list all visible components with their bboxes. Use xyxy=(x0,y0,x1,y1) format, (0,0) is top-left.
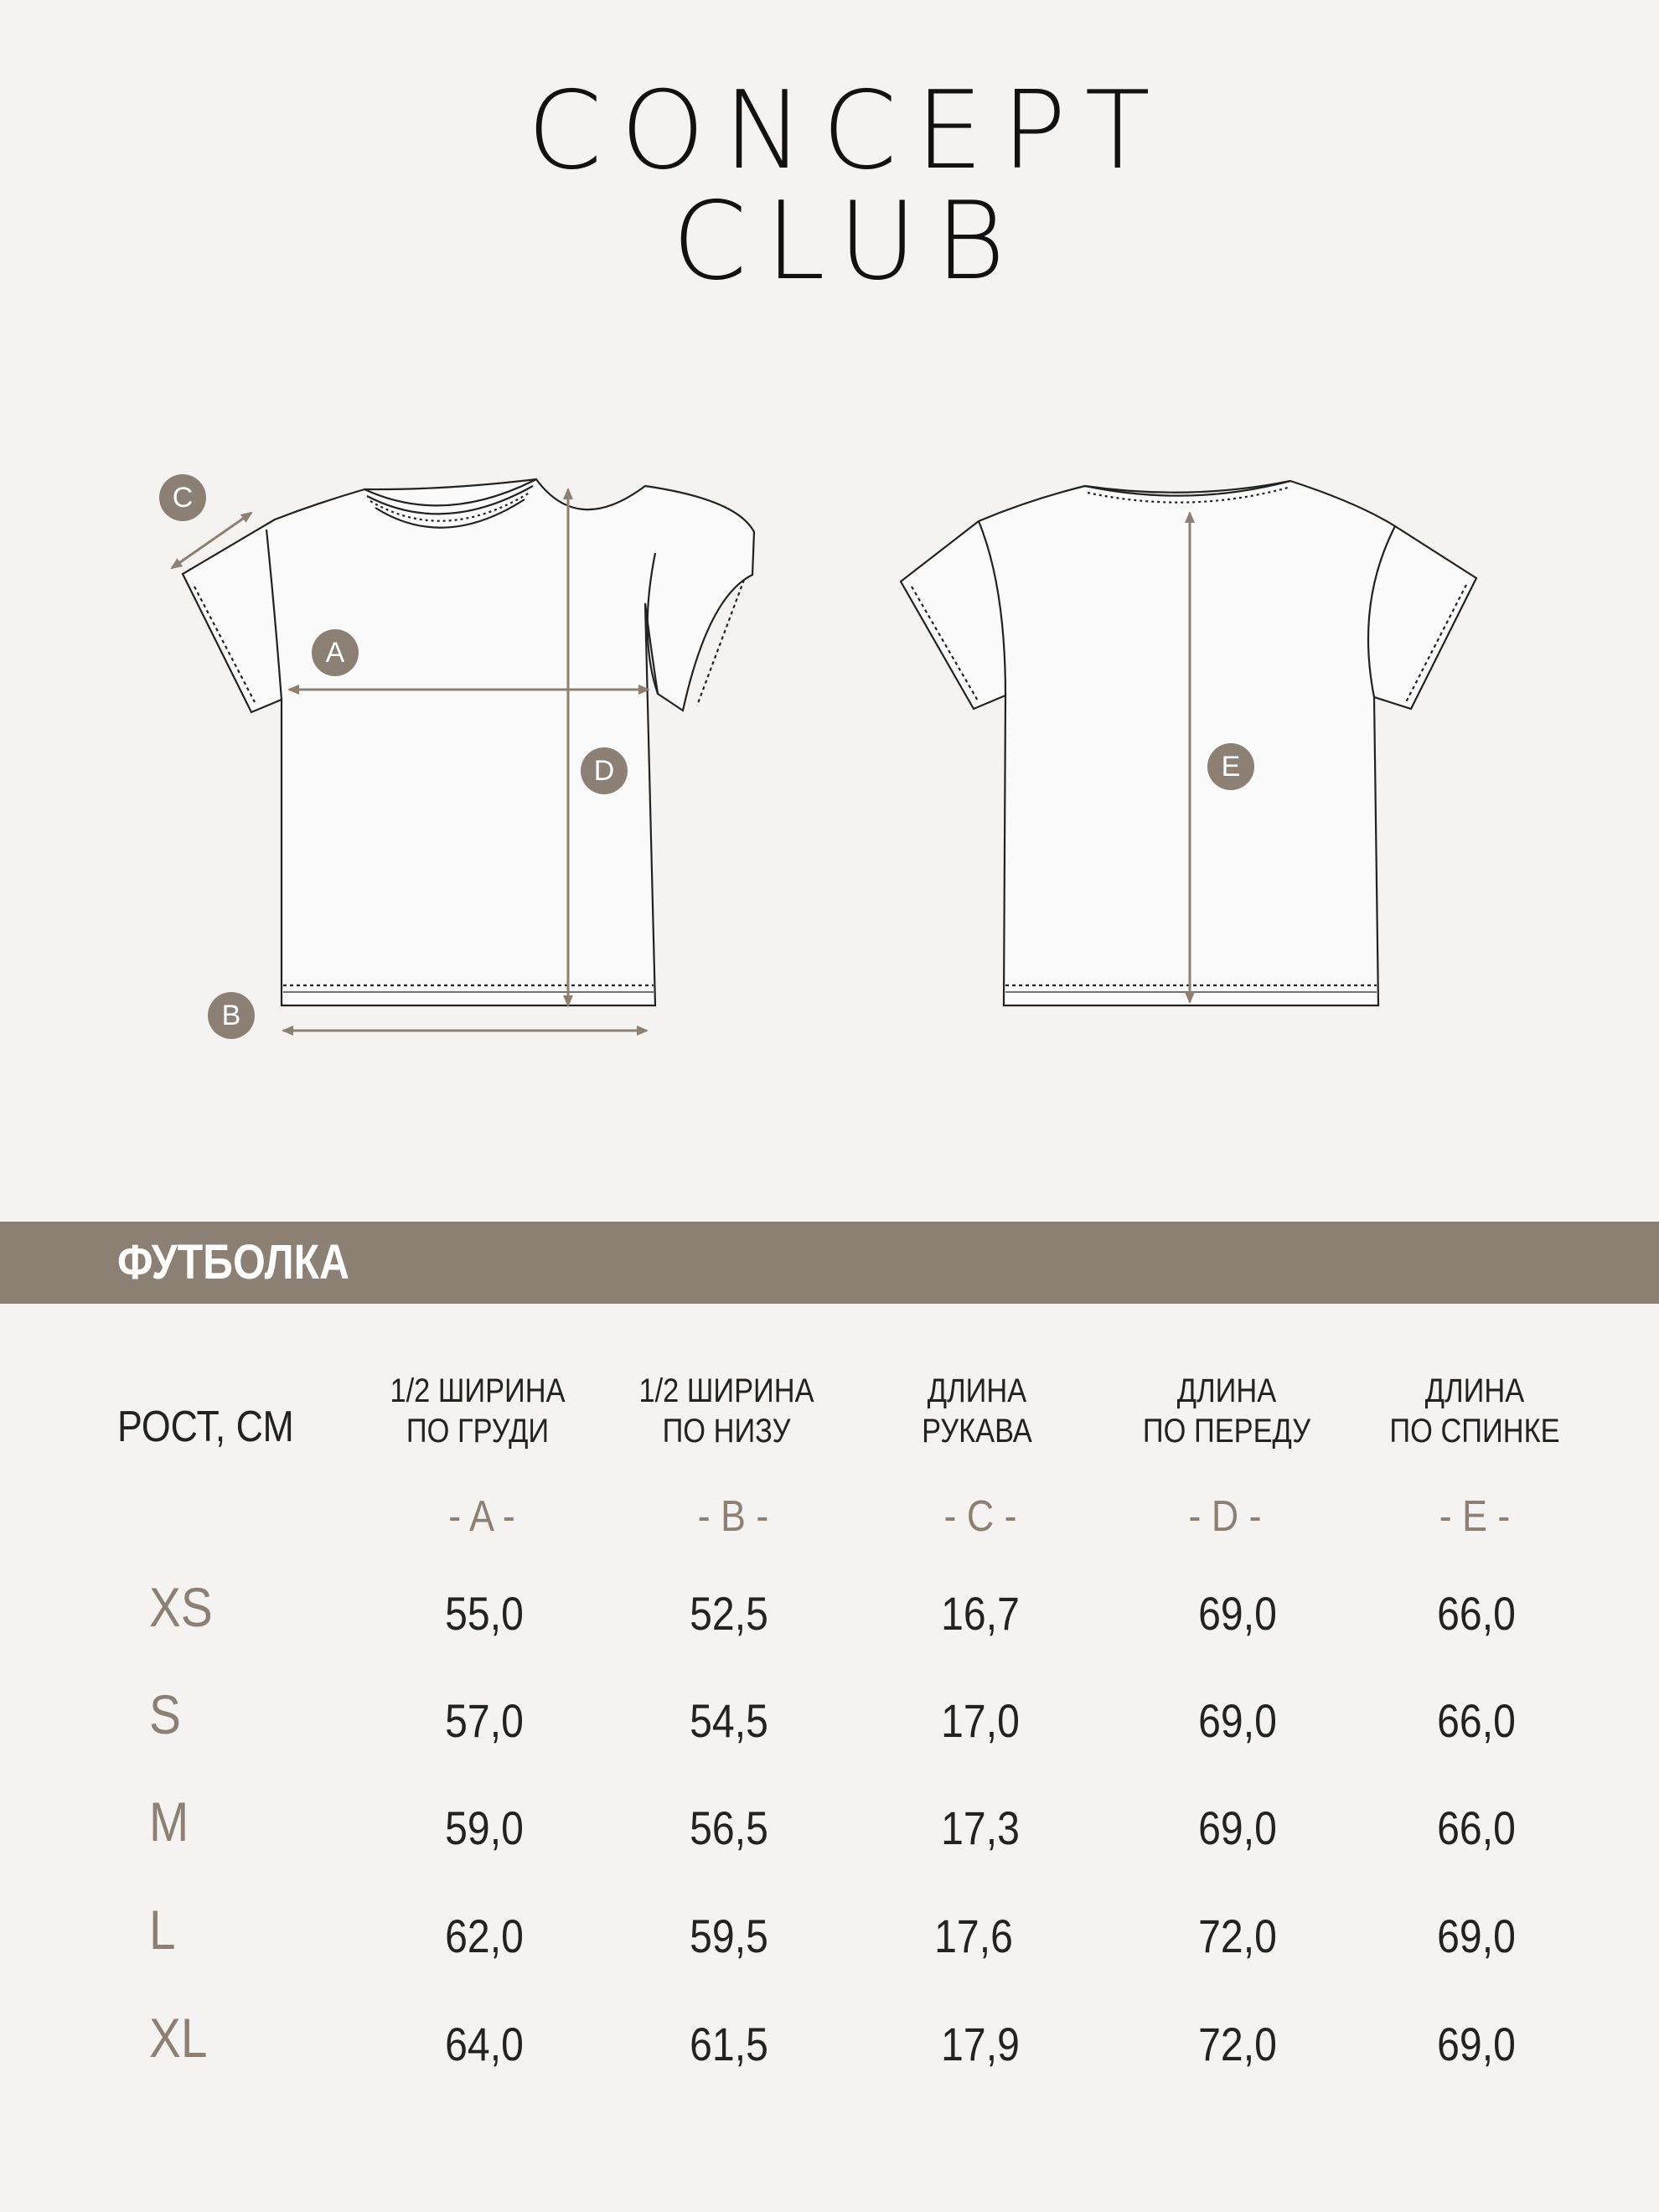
column-header-c-line1: ДЛИНА xyxy=(927,1372,1027,1409)
marker-e-badge xyxy=(1207,743,1254,790)
column-header-e-line2: ПО СПИНКЕ xyxy=(1389,1413,1560,1450)
table-cell: 69,0 xyxy=(1198,1801,1277,1854)
table-cell: 17,6 xyxy=(934,1910,1013,1962)
size-label-s: S xyxy=(149,1683,181,1745)
height-column-header: РОСТ, СМ xyxy=(117,1403,294,1451)
column-letter-a: - A - xyxy=(448,1492,515,1541)
table-cell: 66,0 xyxy=(1437,1801,1516,1854)
marker-a-badge xyxy=(312,629,359,676)
column-header-b xyxy=(633,1371,820,1451)
column-header-e xyxy=(1381,1371,1569,1451)
table-cell: 62,0 xyxy=(445,1910,524,1962)
column-header-d-line2: ПО ПЕРЕДУ xyxy=(1142,1413,1311,1450)
brand-logo-line2: CLUB xyxy=(672,179,1024,304)
column-letter-d: - D - xyxy=(1188,1492,1262,1541)
table-cell: 17,9 xyxy=(941,2018,1020,2070)
table-cell: 69,0 xyxy=(1198,1587,1277,1640)
size-label-xl: XL xyxy=(149,2007,208,2069)
table-cell: 69,0 xyxy=(1437,1910,1516,1962)
marker-c-badge xyxy=(159,474,206,521)
table-cell: 69,0 xyxy=(1198,1694,1277,1747)
table-cell: 66,0 xyxy=(1437,1694,1516,1747)
table-cell: 64,0 xyxy=(445,2018,524,2070)
banner-title: ФУТБОЛКА xyxy=(117,1235,350,1289)
column-letter-e: - E - xyxy=(1439,1492,1511,1541)
column-header-a-line2: ПО ГРУДИ xyxy=(406,1413,550,1450)
marker-b-badge xyxy=(208,992,255,1039)
table-cell: 59,5 xyxy=(690,1910,768,1962)
column-header-b-line1: 1/2 ШИРИНА xyxy=(638,1372,814,1409)
table-cell: 16,7 xyxy=(941,1587,1020,1640)
svg-text:C: C xyxy=(172,482,194,514)
table-cell: 55,0 xyxy=(445,1587,524,1640)
brand-logo-line1: CONCEPT xyxy=(527,69,1169,194)
table-cell: 66,0 xyxy=(1437,1587,1516,1640)
column-letter-c: - C - xyxy=(943,1492,1017,1541)
table-cell: 72,0 xyxy=(1198,2018,1277,2070)
section-banner xyxy=(0,1222,1659,1304)
table-cell: 59,0 xyxy=(445,1801,524,1854)
size-label-xs: XS xyxy=(149,1576,213,1638)
table-cell: 57,0 xyxy=(445,1694,524,1747)
svg-text:D: D xyxy=(593,755,615,787)
table-cell: 69,0 xyxy=(1437,2018,1516,2070)
table-cell: 72,0 xyxy=(1198,1910,1277,1962)
svg-text:B: B xyxy=(221,1000,241,1031)
size-label-m: M xyxy=(149,1791,189,1853)
svg-text:E: E xyxy=(1221,751,1241,783)
table-cell: 17,3 xyxy=(941,1801,1020,1854)
tshirt-front-drawing xyxy=(183,479,754,1005)
column-header-d xyxy=(1133,1371,1320,1451)
column-header-d-line1: ДЛИНА xyxy=(1176,1372,1277,1409)
size-label-l: L xyxy=(149,1899,176,1961)
column-header-b-line2: ПО НИЗУ xyxy=(662,1413,791,1450)
column-header-c-line2: РУКАВА xyxy=(922,1413,1032,1450)
table-cell: 61,5 xyxy=(690,2018,768,2070)
table-cell: 17,0 xyxy=(941,1694,1020,1747)
column-header-e-line1: ДЛИНА xyxy=(1424,1372,1525,1409)
column-header-c xyxy=(883,1371,1071,1451)
column-letter-b: - B - xyxy=(697,1492,769,1541)
column-header-a-line1: 1/2 ШИРИНА xyxy=(390,1372,566,1409)
column-header-a xyxy=(384,1371,571,1451)
table-cell: 54,5 xyxy=(690,1694,768,1747)
table-cell: 52,5 xyxy=(690,1587,768,1640)
table-cell: 56,5 xyxy=(690,1801,768,1854)
svg-text:A: A xyxy=(325,637,345,669)
marker-d-badge xyxy=(581,747,628,794)
